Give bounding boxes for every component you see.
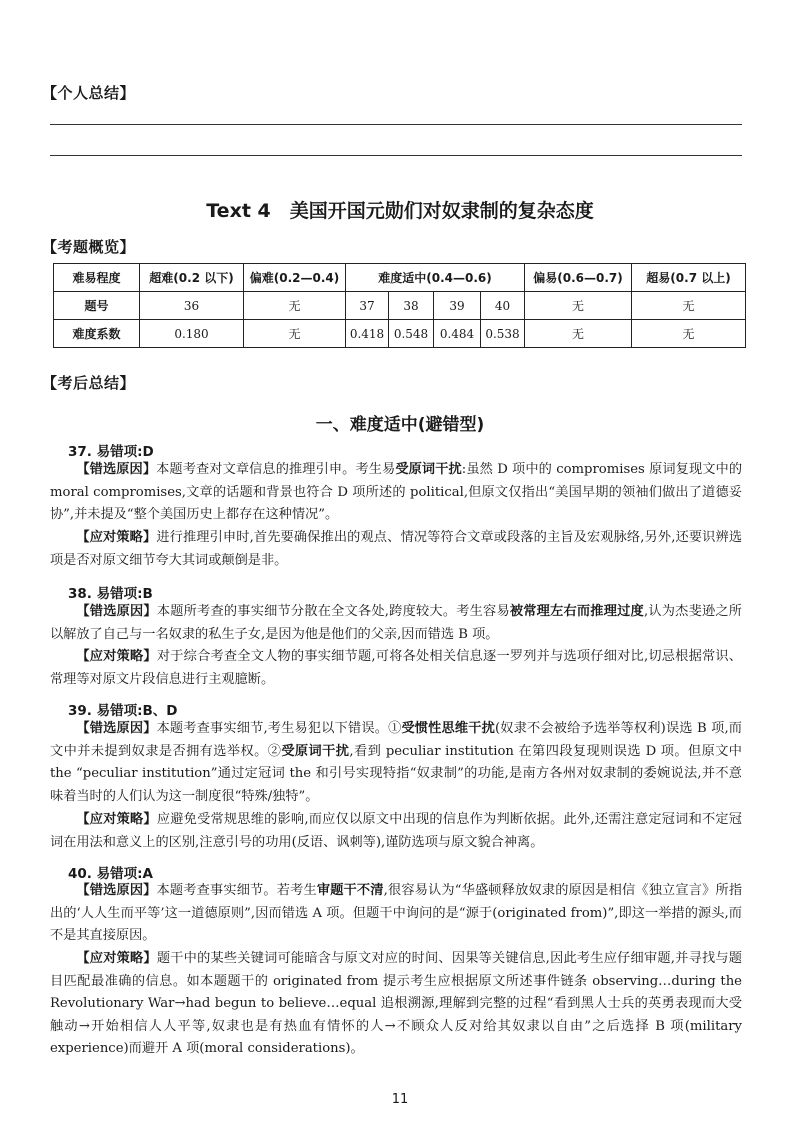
table-cell: 无 [525, 292, 632, 320]
table-cell: 37 [346, 292, 389, 320]
reason-tag: 【错选原因】 [76, 883, 157, 898]
table-header-row [54, 264, 746, 292]
q40-heading: 40. 易错项:A [68, 866, 153, 882]
reason-text: 本题考查事实细节,考生易犯以下错误。① [156, 721, 402, 736]
row-label: 难度系数 [54, 320, 140, 348]
strategy-tag: 【应对策略】 [76, 649, 157, 664]
summary-line-1 [50, 124, 742, 125]
table-cell: 0.418 [346, 320, 389, 348]
strategy-text: 对于综合考查全文人物的事实细节题,可将各处相关信息逐一罗列并与选项仔细对比,切忌根据常识、常理等对原文片段信息进行主观臆断。 [50, 649, 742, 687]
header-cell: 难度适中(0.4—0.6) [346, 264, 525, 292]
page-number: 11 [391, 1092, 409, 1107]
header-cell: 难易程度 [54, 264, 140, 292]
table-cell: 0.548 [389, 320, 434, 348]
table-cell: 无 [525, 320, 632, 348]
section-title: 一、难度适中(避错型) [315, 415, 485, 435]
personal-summary-label: 【个人总结】 [42, 84, 136, 102]
reason-tag: 【错选原因】 [76, 721, 157, 736]
strategy-tag: 【应对策略】 [76, 530, 157, 545]
strategy-tag: 【应对策略】 [76, 951, 157, 966]
reason-emphasis: 受惯性思维干扰 [401, 721, 495, 736]
q38-heading: 38. 易错项:B [68, 586, 153, 602]
table-cell: 0.484 [434, 320, 481, 348]
reason-tag: 【错选原因】 [76, 462, 157, 477]
q39-heading: 39. 易错项:B、D [68, 703, 178, 719]
text-title: Text 4 美国开国元勋们对奴隶制的复杂态度 [206, 200, 594, 222]
strategy-text: 题干中的某些关键词可能暗含与原文对应的时间、因果等关键信息,因此考生应仔细审题,并寻找与题目匹配最准确的信息。如本题题干的 originated from 提示考生应根据原文所述事件链条 observing…during the Revolutionary War→had begun to believe…equal 追根溯源,理解到完整的过程“看到黑人士兵的英勇表现而大受触动→开始相信人人平等,奴隶也是有热血有情怀的人→不顾众人反对给其奴隶以自由”之后选择 B 项(military experience)而避开 A 项(moral considerations)。 [50, 951, 742, 1057]
reason-text: ,认为杰斐逊之所以解放了自己与一名奴隶的私生子女,是因为他是他们的父亲,因而错选 B 项。 [50, 604, 742, 642]
q40-strategy [50, 948, 742, 1061]
overview-table [53, 263, 746, 348]
table-cell: 40 [481, 292, 525, 320]
reason-emphasis: 被常理左右而推理过度 [509, 604, 644, 619]
q39-reason [50, 718, 742, 808]
overview-label: 【考题概览】 [42, 238, 136, 256]
header-cell: 超难(0.2 以下) [140, 264, 244, 292]
table-cell: 39 [434, 292, 481, 320]
q37-heading: 37. 易错项:D [68, 444, 154, 460]
reason-text: 本题考查事实细节。若考生 [156, 883, 317, 898]
table-cell: 无 [244, 292, 346, 320]
reason-text: (奴隶不会被给予选举等权利)误选 B 项,而文中并未提到奴隶是否拥有选举权。② [50, 721, 742, 759]
strategy-text: 应避免受常规思维的影响,而应仅以原文中出现的信息作为判断依据。此外,还需注意定冠词和不定冠词在用法和意义上的区别,注意引号的功用(反语、讽刺等),谨防选项与原文貌合神离。 [50, 812, 742, 850]
table-cell: 0.538 [481, 320, 525, 348]
q40-reason [50, 880, 742, 948]
table-cell: 无 [244, 320, 346, 348]
q37-strategy [50, 527, 742, 572]
reason-emphasis: 审题干不清 [316, 883, 384, 898]
reason-emphasis: 受原词干扰 [281, 743, 350, 759]
header-cell: 偏易(0.6—0.7) [525, 264, 632, 292]
q37-reason [50, 459, 742, 527]
q38-strategy [50, 646, 742, 691]
reason-text: ,看到 peculiar institution 在第四段复现则误选 D 项。但原文中 the “peculiar institution”通过定冠词 the 和引号实现特指“奴隶制”的功能,是南方各州对奴隶制的委婉说法,并不意味着当时的人们认为这一制度很“特殊/独特”。 [50, 743, 742, 804]
reason-emphasis: 受原词干扰 [395, 462, 462, 477]
table-cell: 36 [140, 292, 244, 320]
reason-tag: 【错选原因】 [76, 604, 157, 619]
reason-text: ,很容易认为“华盛顿释放奴隶的原因是相信《独立宣言》所指出的‘人人生而平等’这一道德原则”,因而错选 A 项。但题干中询问的是“源于(originated from)”,即这一举措的源头,而不是其直接原因。 [50, 883, 743, 944]
header-cell: 超易(0.7 以上) [632, 264, 746, 292]
table-cell: 0.180 [140, 320, 244, 348]
q38-reason [50, 601, 742, 646]
strategy-text: 进行推理引申时,首先要确保推出的观点、情况等符合文章或段落的主旨及宏观脉络,另外,还要识辨选项是否对原文细节夸大其词或颠倒是非。 [50, 530, 743, 568]
post-exam-label: 【考后总结】 [42, 374, 136, 392]
row-label: 题号 [54, 292, 140, 320]
reason-text: 本题考查对文章信息的推理引申。考生易 [156, 462, 396, 477]
table-cell: 38 [389, 292, 434, 320]
q39-strategy [50, 809, 742, 854]
table-row [54, 292, 746, 320]
table-row [54, 320, 746, 348]
table-cell: 无 [632, 320, 746, 348]
header-cell: 偏难(0.2—0.4) [244, 264, 346, 292]
reason-text: 本题所考查的事实细节分散在全文各处,跨度较大。考生容易 [156, 604, 510, 619]
reason-text: :虽然 D 项中的 compromises 原词复现文中的 moral compromises,文章的话题和背景也符合 D 项所述的 political,但原文仅指出“美国早期的领袖们做出了道德妥协”,并未提及“整个美国历史上都存在这种情况”。 [50, 462, 743, 523]
summary-line-2 [50, 155, 742, 156]
table-cell: 无 [632, 292, 746, 320]
strategy-tag: 【应对策略】 [76, 812, 157, 827]
